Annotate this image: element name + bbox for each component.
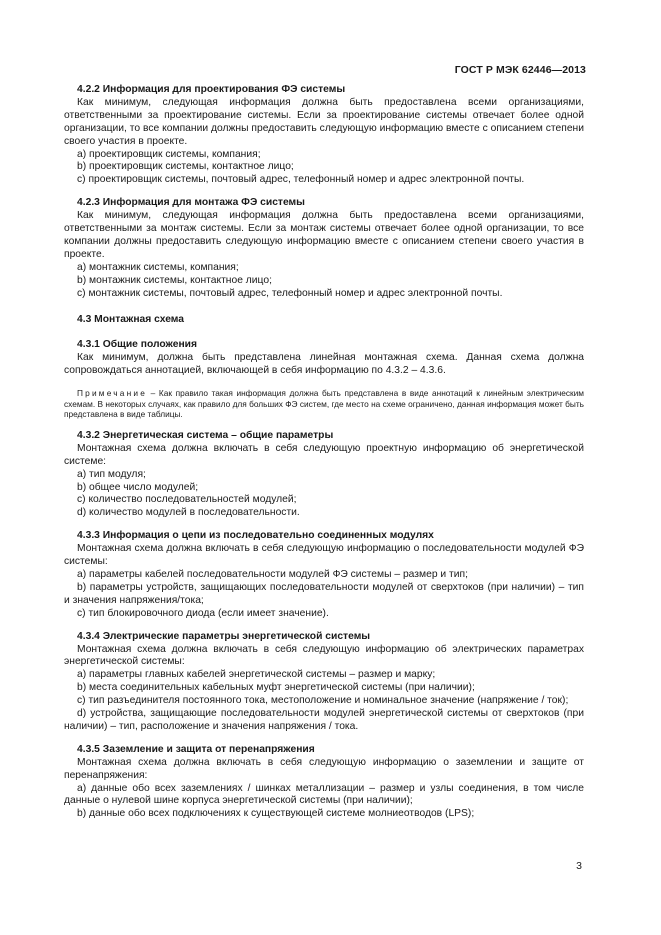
list-item: c) тип блокировочного диода (если имеет значение). bbox=[77, 607, 329, 619]
note bbox=[64, 388, 584, 420]
section-paragraph: Монтажная схема должна включать в себя следующую информацию об электрических параметрах энергетической системы: bbox=[64, 643, 584, 668]
section-heading-4-3-1: 4.3.1 Общие положения bbox=[77, 339, 197, 351]
list-item: a) параметры кабелей последовательности модулей ФЭ системы – размер и тип; bbox=[77, 568, 468, 580]
section-paragraph: Как минимум, следующая информация должна быть предоставлена всеми организациями, ответственными за монтаж системы. Если за монтаж системы отвечает более одной организации, то все компании должны предоставить следующую информацию вместе с описанием степени своего участия в проекте. bbox=[64, 210, 584, 260]
section-heading-4-3: 4.3 Монтажная схема bbox=[77, 313, 185, 325]
section-heading-4-3-3: 4.3.3 Информация о цепи из последовательно соединенных модулях bbox=[77, 530, 434, 542]
list-item: a) тип модуля; bbox=[77, 468, 146, 480]
list-item: a) монтажник системы, компания; bbox=[77, 261, 239, 273]
list-item: b) данные обо всех подключениях к существующей системе молниеотводов (LPS); bbox=[77, 808, 475, 820]
section-heading-4-3-2: 4.3.2 Энергетическая система – общие параметры bbox=[77, 429, 334, 441]
section-heading-4-3-5: 4.3.5 Заземление и защита от перенапряжения bbox=[77, 743, 315, 755]
list-item: b) общее число модулей; bbox=[77, 481, 199, 493]
document-standard-header: ГОСТ Р МЭК 62446—2013 bbox=[454, 64, 586, 76]
list-item: c) монтажник системы, почтовый адрес, телефонный номер и адрес электронной почты. bbox=[77, 287, 503, 299]
section-paragraph: Как минимум, должна быть представлена линейная монтажная схема. Данная схема должна сопровождаться аннотацией, включающей в себя информацию по 4.3.2 – 4.3.6. bbox=[64, 352, 584, 377]
section-paragraph: Монтажная схема должна включать в себя следующую информацию о заземлении и защите от перенапряжения: bbox=[64, 756, 584, 781]
section-heading-4-2-2: 4.2.2 Информация для проектирования ФЭ системы bbox=[77, 84, 346, 95]
list-item: d) количество модулей в последовательности. bbox=[77, 507, 300, 519]
section-paragraph: Монтажная схема должна включать в себя следующую проектную информацию об энергетической системе: bbox=[64, 442, 584, 467]
list-item: b) параметры устройств, защищающих последовательности модулей от сверхтоков (при наличии) – тип и значения напряжения/тока; bbox=[64, 581, 584, 606]
document-body bbox=[64, 84, 584, 821]
list-item: b) места соединительных кабельных муфт энергетической системы (при наличии); bbox=[77, 682, 475, 694]
list-item: d) устройства, защищающие последовательности модулей энергетической системы от сверхтоков (при наличии) – тип, расположение и значения напряжения / тока. bbox=[64, 708, 584, 732]
list-item: a) проектировщик системы, компания; bbox=[77, 148, 261, 160]
list-item: a) данные обо всех заземлениях / шинках металлизации – размер и узлы соединения, в том числе данные о нулевой шине корпуса энергетической системы (при наличии); bbox=[64, 782, 584, 807]
section-heading-4-3-4: 4.3.4 Электрические параметры энергетической системы bbox=[77, 630, 371, 642]
list-item: b) монтажник системы, контактное лицо; bbox=[77, 274, 272, 286]
section-paragraph: Как минимум, следующая информация должна быть предоставлена всеми организациями, ответственными за проектирование системы. Если за проектирование системы отвечает более одной организации, то все компании должны предоставить следующую информацию вместе с описанием степени своего участия в проекте. bbox=[64, 96, 584, 147]
list-item: a) параметры главных кабелей энергетической системы – размер и марку; bbox=[77, 669, 436, 681]
section-heading-4-2-3: 4.2.3 Информация для монтажа ФЭ системы bbox=[77, 197, 305, 209]
note-text: Как правило такая информация должна быть представлена в виде аннотаций к линейным электрическим схемам. В некоторых случаях, как правило для больших ФЭ систем, где место на схеме ограничено, данная информация может быть представлена в виде таблицы. bbox=[64, 388, 585, 420]
list-item: c) тип разъединителя постоянного тока, местоположение и номинальное значение (напряжение / ток); bbox=[77, 695, 569, 707]
list-item: c) проектировщик системы, почтовый адрес, телефонный номер и адрес электронной почты. bbox=[77, 174, 525, 186]
note-label: Примечание bbox=[77, 388, 148, 399]
section-paragraph: Монтажная схема должна включать в себя следующую информацию о последовательности модулей ФЭ системы: bbox=[64, 543, 584, 568]
note-dash: – bbox=[147, 388, 159, 399]
page-number: 3 bbox=[576, 860, 582, 872]
list-item: b) проектировщик системы, контактное лицо; bbox=[77, 161, 294, 173]
list-item: c) количество последовательностей модулей; bbox=[77, 494, 297, 506]
